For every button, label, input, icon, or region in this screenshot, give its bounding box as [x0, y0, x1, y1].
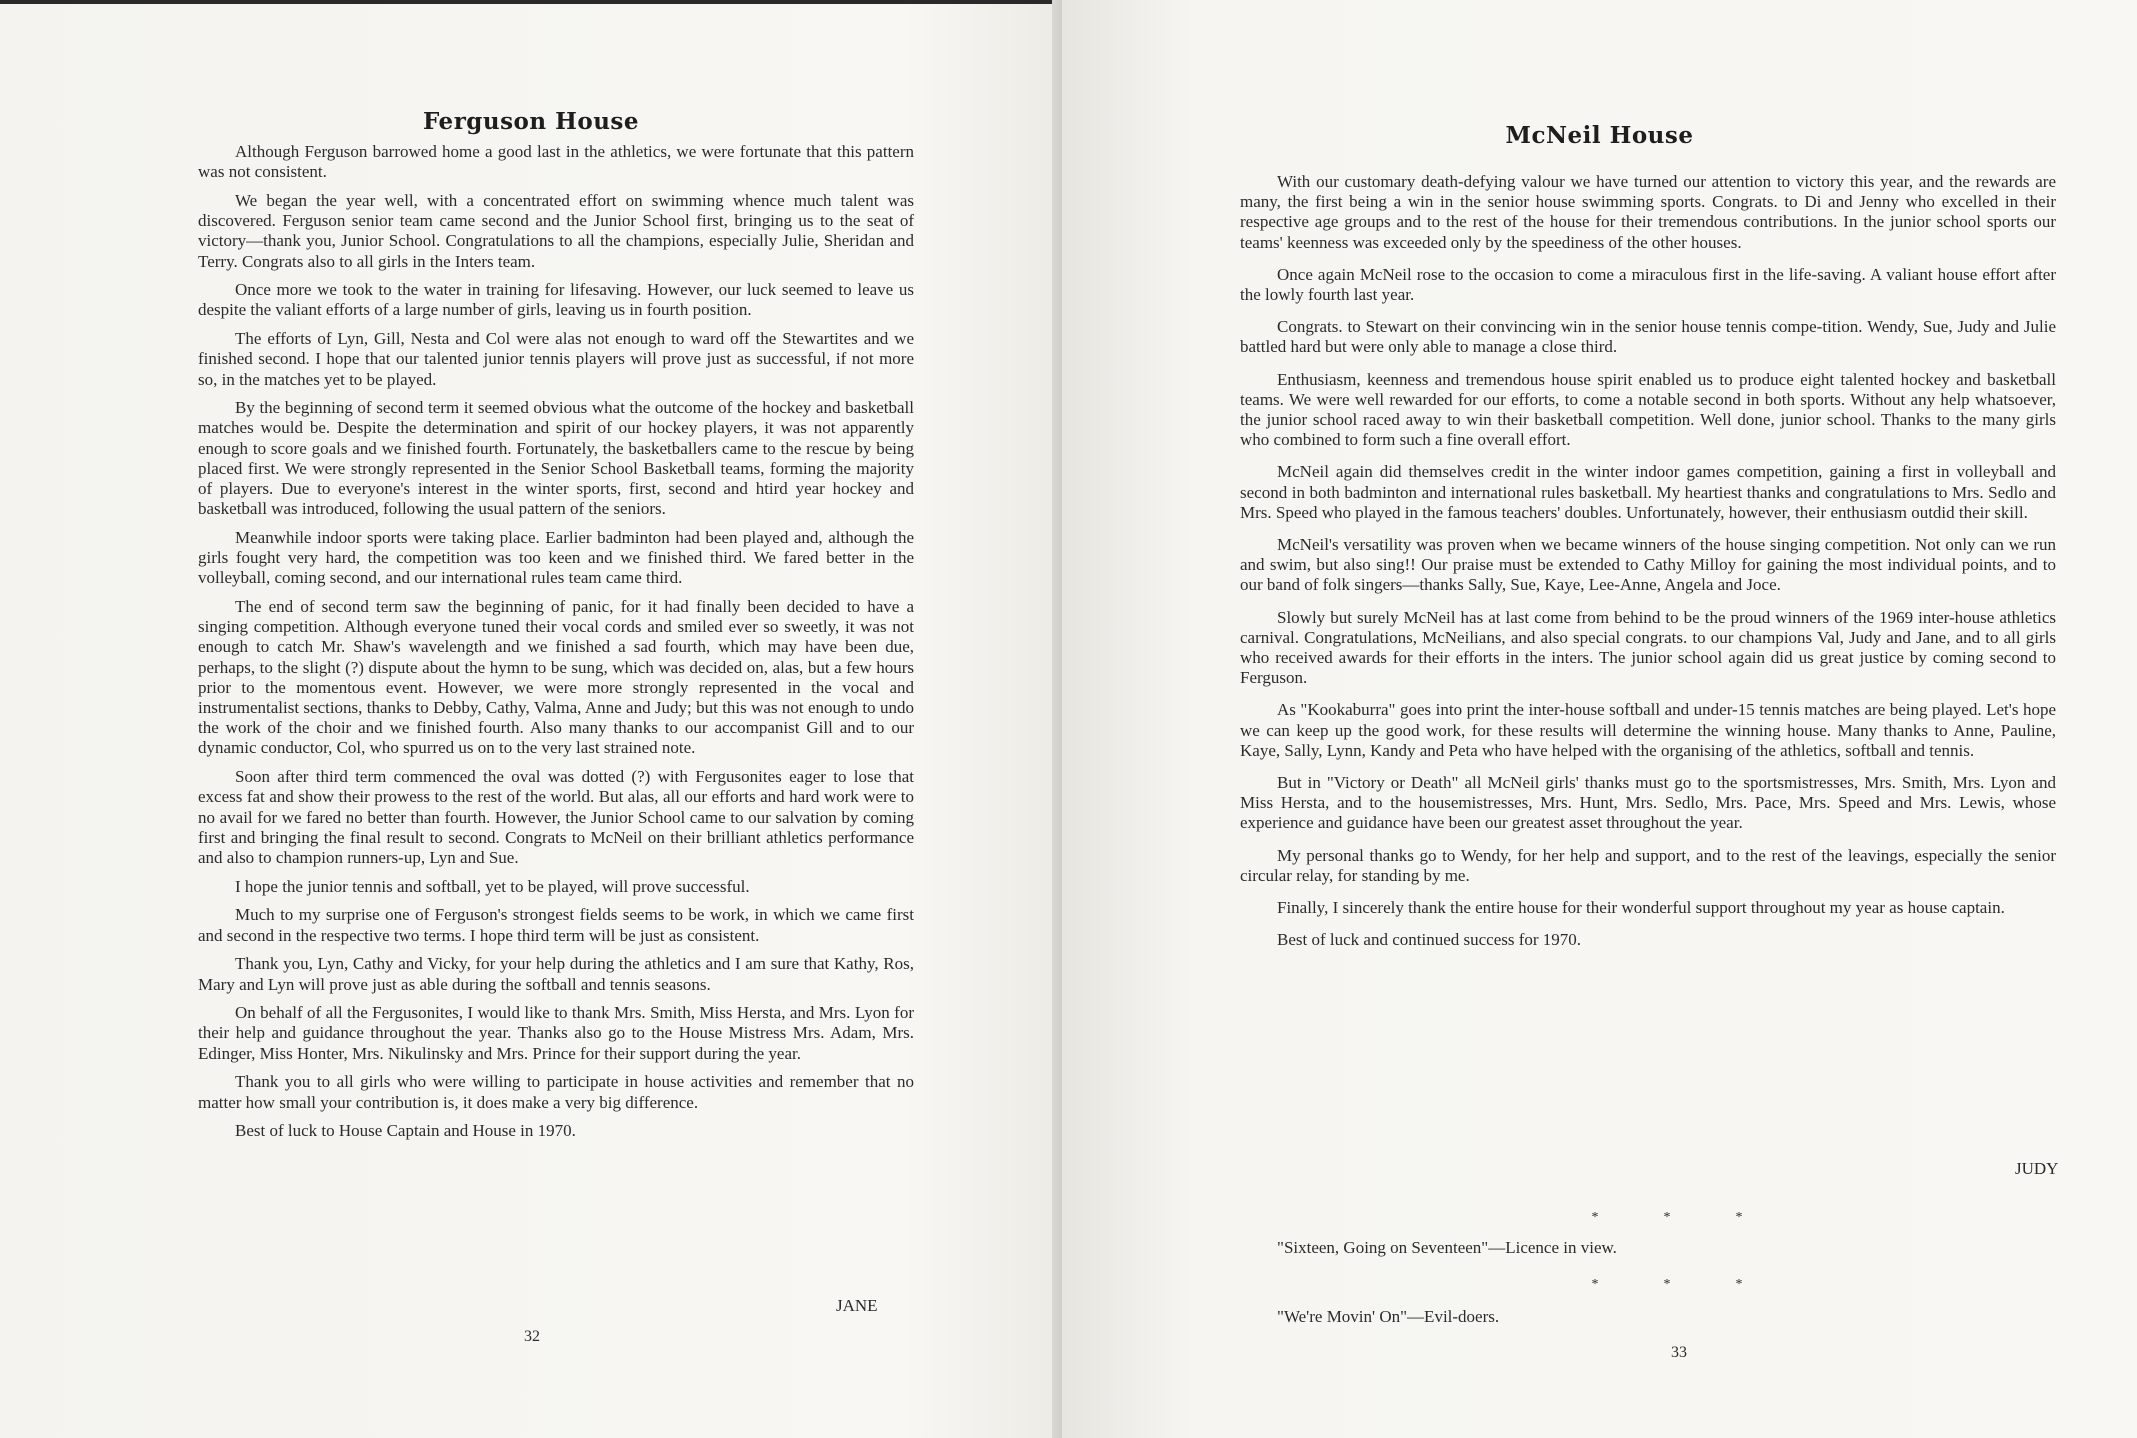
star-separator — [1559, 1277, 1775, 1293]
quote-line: "We're Movin' On"—Evil-doers. — [1277, 1307, 1500, 1326]
paragraph: Best of luck and continued success for 1970. — [1277, 930, 1582, 950]
author-signature: JUDY — [2015, 1159, 2059, 1178]
paragraph: But in "Victory or Death" all McNeil girls' thanks must go to the sportsmistresses, Mrs. Smith, Mrs. Lyon and Miss Hersta, and to the housemistresses, Mrs. Hunt, Mrs. Sedlo, Mrs. Pace, Mrs. Speed and Mrs. Lewis, whose experience and guidance have been our greatest asset throughout the year. — [1240, 773, 2056, 833]
paragraph: As "Kookaburra" goes into print the inter-house softball and under-15 tennis matches are being played. Let's hope we can keep up the good work, for these results will determine the winning house. Many thanks to Anne, Pauline, Kaye, Sally, Lynn, Kandy and Peta who have helped with the organising of the athletics, softball and tennis. — [1240, 700, 2056, 760]
ferguson-house-title: Ferguson House — [422, 108, 640, 135]
paragraph: The end of second term saw the beginning of panic, for it had finally been decided to have a singing competition. Although everyone tuned their vocal cords and smiled ever so sweetly, it was not enough to catch Mr. Shaw's wavelength and we finished a sad fourth, which may have been due, perhaps, to the slight (?) dispute about the hymn to be sung, which was decided on, alas, but a few hours prior to the momentous event. However, we were more strongly represented in the vocal and instrumentalist sections, thanks to Debby, Cathy, Valma, Anne and Judy; but this was not enough to undo the work of the choir and we finished fourth. Also many thanks to our accompanist Gill and to our dynamic conductor, Col, who spurred us on to the very last strained note. — [198, 597, 914, 758]
mcneil-house-title: McNeil House — [1505, 122, 1694, 149]
page-number: 32 — [524, 1328, 540, 1345]
paragraph: I hope the junior tennis and softball, yet to be played, will prove successful. — [235, 876, 750, 896]
paragraph: The efforts of Lyn, Gill, Nesta and Col were alas not enough to ward off the Stewartites and we finished second. I hope that our talented junior tennis players will prove just as successful, if not more so, in the matches yet to be played. — [198, 329, 914, 389]
ferguson-article-body — [198, 142, 914, 1150]
quote-line: "Sixteen, Going on Seventeen"—Licence in view. — [1277, 1238, 1617, 1257]
paragraph: McNeil again did themselves credit in the winter indoor games competition, gaining a first in volleyball and second in both badminton and international rules basketball. My heartiest thanks and congratulations to Mrs. Sedlo and Mrs. Speed who played in the famous teachers' doubles. Unfortunately, however, their enthusiasm outdid their skill. — [1240, 462, 2056, 522]
asterisk: * — [1591, 1210, 1599, 1225]
asterisk: * — [1663, 1277, 1671, 1292]
page-number: 33 — [1671, 1344, 1687, 1361]
asterisk: * — [1735, 1210, 1743, 1225]
left-page — [0, 0, 1062, 1438]
paragraph: Finally, I sincerely thank the entire house for their wonderful support throughout my year as house captain. — [1277, 898, 2005, 918]
paragraph: By the beginning of second term it seemed obvious what the outcome of the hockey and basketball matches would be. Despite the determination and spirit of our hockey players, it was not apparently enough to score goals and we finished fourth. Fortunately, the basketballers came to the rescue by being placed first. We were strongly represented in the Senior School Basketball teams, forming the majority of players. Due to everyone's interest in the winter sports, first, second and htird year hockey and basketball was introduced, following the usual pattern of the seniors. — [198, 398, 914, 519]
paragraph: Once again McNeil rose to the occasion to come a miraculous first in the life-saving. A valiant house effort after the lowly fourth last year. — [1240, 264, 2056, 305]
paragraph: My personal thanks go to Wendy, for her help and support, and to the rest of the leavings, especially the senior circular relay, for standing by me. — [1240, 845, 2056, 885]
author-signature: JANE — [836, 1296, 878, 1315]
paragraph: Thank you to all girls who were willing to participate in house activities and remember that no matter how small your contribution is, it does make a very big difference. — [198, 1072, 914, 1112]
asterisk: * — [1735, 1277, 1743, 1292]
asterisk: * — [1663, 1210, 1671, 1225]
top-edge-line — [0, 0, 1062, 4]
paragraph: With our customary death-defying valour we have turned our attention to victory this year, and the rewards are many, the first being a win in the senior house swimming sports. Congrats. to Di and Jenny who excelled in their respective age groups and to the rest of the house for their tremendous contributions. In the junior school sports our teams' keenness was exceeded only by the speediness of the other houses. — [1240, 172, 2056, 252]
asterisk: * — [1591, 1277, 1599, 1292]
paragraph: Meanwhile indoor sports were taking place. Earlier badminton had been played and, although the girls fought very hard, the competition was too keen and we finished third. We fared better in the volleyball, coming second, and our international rules team came third. — [198, 527, 914, 588]
paragraph: McNeil's versatility was proven when we became winners of the house singing competition. Not only can we run and swim, but also sing!! Our praise must be extended to Cathy Milloy for gaining the most individual points, and to our band of folk singers—thanks Sally, Sue, Kaye, Lee-Anne, Angela and Joce. — [1240, 535, 2056, 595]
paragraph: Much to my surprise one of Ferguson's strongest fields seems to be work, in which we came first and second in the respective two terms. I hope third term will be just as consistent. — [198, 905, 914, 945]
mcneil-article-body — [1240, 172, 2056, 963]
paragraph: Congrats. to Stewart on their convincing win in the senior house tennis compe-tition. Wendy, Sue, Judy and Julie battled hard but were only able to manage a close third. — [1240, 317, 2056, 357]
paragraph: Thank you, Lyn, Cathy and Vicky, for your help during the athletics and I am sure that Kathy, Ros, Mary and Lyn will prove just as able during the softball and tennis seasons. — [198, 954, 914, 994]
right-page — [1062, 0, 2137, 1438]
paragraph: Enthusiasm, keenness and tremendous house spirit enabled us to produce eight talented hockey and basketball teams. We were well rewarded for our efforts, to come a notable second in both sports. Without any help whatsoever, the junior school raced away to win their basketball competition. Well done, junior school. Thanks to the many girls who combined to form such a fine overall effort. — [1240, 369, 2056, 450]
paragraph: Soon after third term commenced the oval was dotted (?) with Fergusonites eager to lose that excess fat and show their prowess to the rest of the world. But alas, all our efforts and hard work were to no avail for we fared no better than fourth. However, the Junior School came to our salvation by coming first and bringing the final result to second. Congrats to McNeil on their brilliant athletics performance and also to champion runners-up, Lyn and Sue. — [198, 767, 914, 867]
paragraph: We began the year well, with a concentrated effort on swimming whence much talent was discovered. Ferguson senior team came second and the Junior School first, bringing us to the seat of victory—thank you, Junior School. Congratulations to all the champions, especially Julie, Sheridan and Terry. Congrats also to all girls in the Inters team. — [198, 190, 914, 271]
paragraph: Although Ferguson barrowed home a good last in the athletics, we were fortunate that this pattern was not consistent. — [198, 142, 914, 182]
paragraph: Best of luck to House Captain and House in 1970. — [235, 1121, 576, 1141]
star-separator — [1559, 1210, 1775, 1226]
paragraph: Once more we took to the water in training for lifesaving. However, our luck seemed to leave us despite the valiant efforts of a large number of girls, leaving us in fourth position. — [198, 280, 914, 320]
paragraph: On behalf of all the Fergusonites, I would like to thank Mrs. Smith, Miss Hersta, and Mrs. Lyon for their help and guidance throughout the year. Thanks also go to the House Mistress Mrs. Adam, Mrs. Edinger, Miss Honter, Mrs. Nikulinsky and Mrs. Prince for their support during the year. — [198, 1003, 914, 1063]
paragraph: Slowly but surely McNeil has at last come from behind to be the proud winners of the 1969 inter-house athletics carnival. Congratulations, McNeilians, and also special congrats. to our champions Val, Judy and Jane, and to all girls who received awards for their efforts in the inters. The junior school again did us great justice by coming second to Ferguson. — [1240, 607, 2056, 688]
